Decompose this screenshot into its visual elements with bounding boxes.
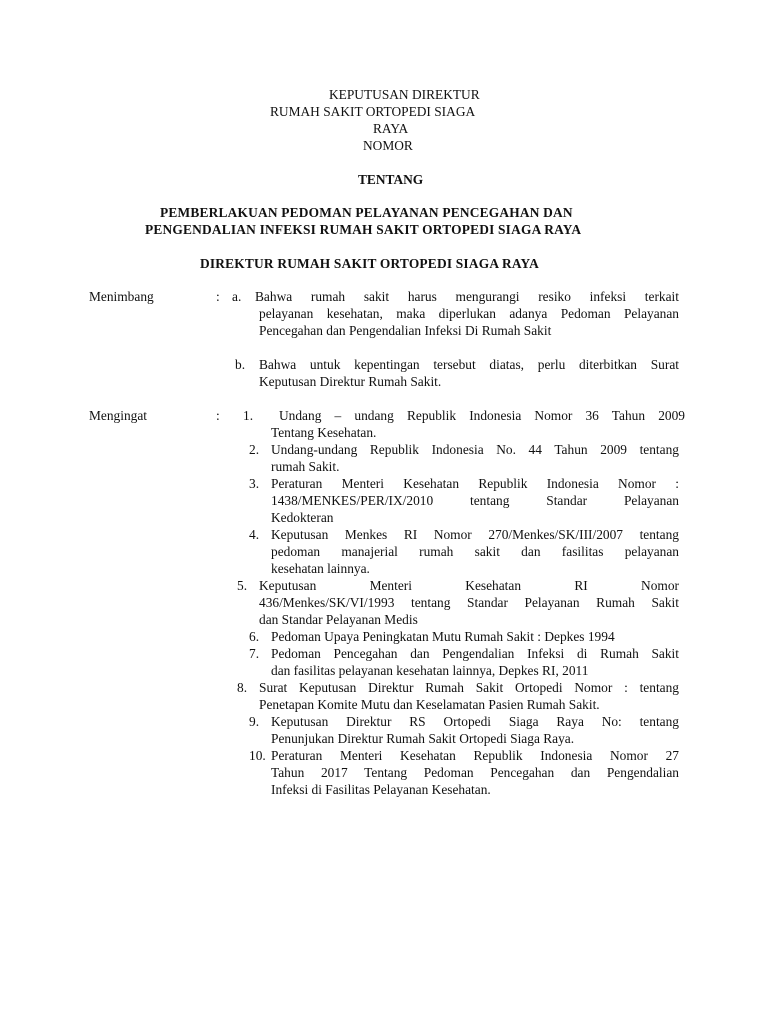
mengingat-9-marker: 9. <box>249 714 260 729</box>
mengingat-6-line-1: Pedoman Upaya Peningkatan Mutu Rumah Sakit : Depkes 1994 <box>271 629 615 644</box>
subject-line-1: PEMBERLAKUAN PEDOMAN PELAYANAN PENCEGAHAN DAN <box>160 205 573 220</box>
title-line-3: RAYA <box>373 121 409 136</box>
mengingat-8-marker: 8. <box>237 680 248 695</box>
mengingat-4-line-2: pedoman manajerial rumah sakit dan fasilitas pelayanan <box>271 544 679 559</box>
subject-line-2: PENGENDALIAN INFEKSI RUMAH SAKIT ORTOPEDI SIAGA RAYA <box>145 222 582 237</box>
menimbang-a-line-1: Bahwa rumah sakit harus mengurangi resiko infeksi terkait <box>255 289 679 304</box>
title-line-1: KEPUTUSAN DIREKTUR <box>329 87 480 102</box>
director-heading: DIREKTUR RUMAH SAKIT ORTOPEDI SIAGA RAYA <box>200 256 540 271</box>
menimbang-colon: : <box>216 289 220 304</box>
mengingat-10-line-1: Peraturan Menteri Kesehatan Republik Indonesia Nomor 27 <box>271 748 679 763</box>
mengingat-1-marker: 1. <box>243 408 254 423</box>
mengingat-5-line-1: Keputusan Menteri Kesehatan RI Nomor <box>259 578 679 593</box>
mengingat-7-line-2: dan fasilitas pelayanan kesehatan lainnya, Depkes RI, 2011 <box>271 663 589 678</box>
mengingat-5-marker: 5. <box>237 578 248 593</box>
mengingat-3-line-1: Peraturan Menteri Kesehatan Republik Indonesia Nomor : <box>271 476 679 491</box>
mengingat-5-line-2: 436/Menkes/SK/VI/1993 tentang Standar Pelayanan Rumah Sakit <box>259 595 679 610</box>
mengingat-7-marker: 7. <box>249 646 260 661</box>
title-line-2: RUMAH SAKIT ORTOPEDI SIAGA <box>270 104 476 119</box>
menimbang-b-line-2: Keputusan Direktur Rumah Sakit. <box>259 374 442 389</box>
tentang-heading: TENTANG <box>358 172 424 187</box>
mengingat-8-line-2: Penetapan Komite Mutu dan Keselamatan Pasien Rumah Sakit. <box>259 697 600 712</box>
mengingat-4-line-1: Keputusan Menkes RI Nomor 270/Menkes/SK/III/2007 tentang <box>271 527 679 542</box>
mengingat-1-line-1: Undang – undang Republik Indonesia Nomor 36 Tahun 2009 <box>279 408 685 423</box>
mengingat-4-line-3: kesehatan lainnya. <box>271 561 370 576</box>
mengingat-9-line-2: Penunjukan Direktur Rumah Sakit Ortopedi Siaga Raya. <box>271 731 575 746</box>
mengingat-10-marker: 10. <box>249 748 266 763</box>
mengingat-2-line-2: rumah Sakit. <box>271 459 340 474</box>
mengingat-10-line-3: Infeksi di Fasilitas Pelayanan Kesehatan. <box>271 782 491 797</box>
menimbang-label: Menimbang <box>89 289 154 304</box>
menimbang-a-marker: a. <box>232 289 242 304</box>
mengingat-2-marker: 2. <box>249 442 260 457</box>
menimbang-b-line-1: Bahwa untuk kepentingan tersebut diatas, perlu diterbitkan Surat <box>259 357 679 372</box>
mengingat-9-line-1: Keputusan Direktur RS Ortopedi Siaga Raya No: tentang <box>271 714 679 729</box>
menimbang-b-marker: b. <box>235 357 246 372</box>
mengingat-5-line-3: dan Standar Pelayanan Medis <box>259 612 418 627</box>
mengingat-6-marker: 6. <box>249 629 260 644</box>
mengingat-2-line-1: Undang-undang Republik Indonesia No. 44 Tahun 2009 tentang <box>271 442 679 457</box>
mengingat-4-marker: 4. <box>249 527 260 542</box>
mengingat-label: Mengingat <box>89 408 148 423</box>
mengingat-8-line-1: Surat Keputusan Direktur Rumah Sakit Ortopedi Nomor : tentang <box>259 680 679 695</box>
mengingat-10-line-2: Tahun 2017 Tentang Pedoman Pencegahan dan Pengendalian <box>271 765 679 780</box>
mengingat-3-line-2: 1438/MENKES/PER/IX/2010 tentang Standar Pelayanan <box>271 493 679 508</box>
mengingat-3-line-3: Kedokteran <box>271 510 334 525</box>
title-nomor: NOMOR <box>363 138 413 153</box>
mengingat-1-line-2: Tentang Kesehatan. <box>271 425 377 440</box>
menimbang-a-line-3: Pencegahan dan Pengendalian Infeksi Di Rumah Sakit <box>259 323 552 338</box>
mengingat-colon: : <box>216 408 220 423</box>
mengingat-7-line-1: Pedoman Pencegahan dan Pengendalian Infeksi di Rumah Sakit <box>271 646 679 661</box>
mengingat-3-marker: 3. <box>249 476 260 491</box>
menimbang-a-line-2: pelayanan kesehatan, maka diperlukan adanya Pedoman Pelayanan <box>259 306 679 321</box>
